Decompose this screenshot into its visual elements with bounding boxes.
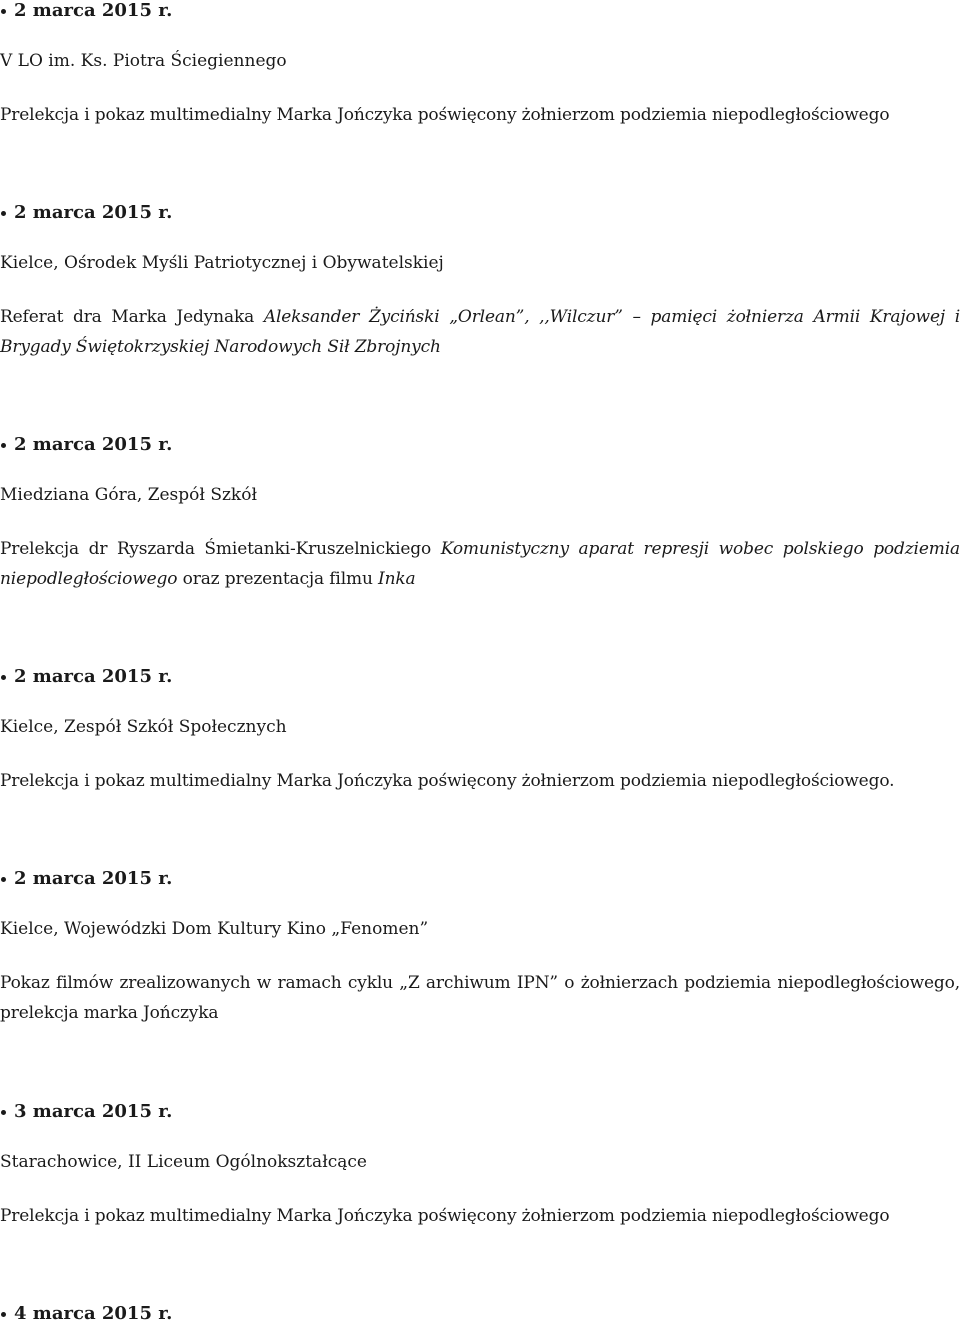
event-date: 2 marca 2015 r. bbox=[0, 0, 960, 22]
bullet-icon bbox=[1, 9, 6, 14]
event-description: Prelekcja dr Ryszarda Śmietanki-Kruszelnickiego Komunistyczny aparat represji wobec polskiego podziemia niepodległościowego oraz prezentacja filmu Inka bbox=[0, 539, 960, 589]
lecture-title: Komunistyczny aparat represji wobec polskiego podziemia bbox=[440, 539, 960, 559]
event-item bbox=[0, 868, 960, 1023]
event-place: Starachowice, II Liceum Ogólnokształcące bbox=[0, 1152, 367, 1172]
bullet-icon bbox=[1, 1110, 6, 1115]
event-description: Prelekcja i pokaz multimedialny Marka Jończyka poświęcony żołnierzom podziemia niepodległościowego bbox=[0, 105, 890, 125]
lecture-title-continued: Brygady Świętokrzyskiej Narodowych Sił Zbrojnych bbox=[0, 337, 441, 357]
event-item bbox=[0, 666, 960, 791]
bullet-icon bbox=[1, 211, 6, 216]
event-date: 2 marca 2015 r. bbox=[0, 666, 960, 688]
event-place: Miedziana Góra, Zespół Szkół bbox=[0, 485, 257, 505]
event-date: 2 marca 2015 r. bbox=[0, 202, 960, 224]
event-place: Kielce, Ośrodek Myśli Patriotycznej i Obywatelskiej bbox=[0, 253, 444, 273]
event-description: Prelekcja i pokaz multimedialny Marka Jończyka poświęcony żołnierzom podziemia niepodległościowego. bbox=[0, 771, 895, 791]
bullet-icon bbox=[1, 443, 6, 448]
event-date: 2 marca 2015 r. bbox=[0, 434, 960, 456]
event-item bbox=[0, 434, 960, 589]
event-date: 4 marca 2015 r. bbox=[0, 1303, 960, 1325]
event-description: Referat dra Marka Jedynaka Aleksander Życiński „Orlean”, ,,Wilczur” – pamięci żołnierza Armii Krajowej i Brygady Świętokrzyskiej Narodowych Sił Zbrojnych bbox=[0, 307, 960, 357]
bullet-icon bbox=[1, 675, 6, 680]
event-item bbox=[0, 1101, 960, 1226]
lecture-title-continued: niepodległościowego bbox=[0, 569, 178, 589]
event-place: Kielce, Zespół Szkół Społecznych bbox=[0, 717, 287, 737]
event-date: 3 marca 2015 r. bbox=[0, 1101, 960, 1123]
event-place: Kielce, Wojewódzki Dom Kultury Kino „Fenomen” bbox=[0, 919, 429, 939]
film-title: Inka bbox=[378, 569, 416, 589]
bullet-icon bbox=[1, 1312, 6, 1317]
event-date: 2 marca 2015 r. bbox=[0, 868, 960, 890]
event-description: Pokaz filmów zrealizowanych w ramach cyklu „Z archiwum IPN” o żołnierzach podziemia niepodległościowego, prelekcja marka Jończyka bbox=[0, 973, 960, 1023]
lecture-title: Aleksander Życiński „Orlean”, ,,Wilczur” – pamięci żołnierza Armii Krajowej i bbox=[263, 307, 960, 327]
bullet-icon bbox=[1, 877, 6, 882]
event-place: V LO im. Ks. Piotra Ściegiennego bbox=[0, 51, 287, 71]
event-item bbox=[0, 202, 960, 357]
event-item bbox=[0, 1303, 960, 1325]
event-description: Prelekcja i pokaz multimedialny Marka Jończyka poświęcony żołnierzom podziemia niepodległościowego bbox=[0, 1206, 890, 1226]
event-item bbox=[0, 0, 960, 125]
